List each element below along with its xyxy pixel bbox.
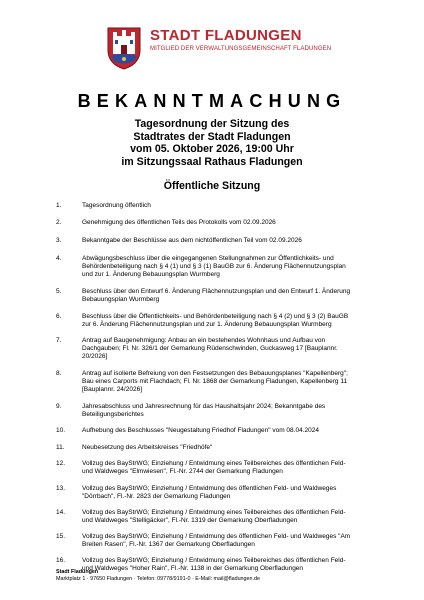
agenda-item-text	[82, 237, 395, 245]
agenda-item-number: 13.	[56, 485, 66, 492]
agenda-item-line: zur 6. Änderung Flächennutzungsplan und zur 1. Änderung Bebauungsplan Wurmberg	[82, 321, 332, 329]
agenda-item-line: Beschluss über den Entwurf 6. Änderung Flächennutzungsplan und den Entwurf 1. Änderung	[82, 288, 351, 295]
agenda-item-text	[82, 370, 395, 394]
agenda-item-number: 2.	[56, 219, 62, 226]
subtitle-line: Tagesordnung der Sitzung des	[134, 118, 290, 130]
agenda-item-line: Genehmigung des öffentlichen Teils des Protokolls vom 02.09.2026	[82, 219, 276, 226]
agenda-item-line: Neubesetzung des Arbeitskreises "Friedhöfe"	[82, 444, 213, 451]
agenda-item-line: Vollzug des BayStrWG; Einziehung / Entwidmung des öffentlichen Feld- und Waldweges "Am	[82, 533, 351, 540]
agenda-item-number: 14.	[56, 509, 66, 516]
agenda-item-number: 11.	[56, 444, 65, 451]
agenda-item-line: Bekanntgabe der Beschlüsse aus dem nichtöffentlichen Teil vom 02.09.2026	[82, 237, 302, 244]
agenda-item-line: Vollzug des BayStrWG; Einziehung / Entwidmung eines Teilbereiches des öffentlichen Feld-	[82, 509, 346, 516]
agenda-item-number: 12.	[56, 460, 66, 467]
subtitle-line: vom 05. Oktober 2026, 19:00 Uhr	[130, 143, 294, 155]
agenda-item-line: Vollzug des BayStrWG; Einziehung / Entwidmung eines Teilbereiches des öffentlichen Feld-	[82, 460, 346, 467]
letterhead-city-name: STADT FLADUNGEN	[150, 27, 302, 44]
letterhead-subline: MITGLIED DER VERWALTUNGSGEMEINSCHAFT FLADUNGEN	[150, 45, 332, 52]
agenda-item-text	[82, 485, 395, 501]
agenda-item-line: Vollzug des BayStrWG; Einziehung / Entwidmung des öffentlichen Feld- und Waldweges	[82, 485, 337, 492]
agenda-item-line: Antrag auf isolierte Befreiung von den Festsetzungen des Bebauungsplanes "Kapellenberg";	[82, 370, 348, 377]
agenda-item-text	[82, 444, 395, 452]
agenda-item-number: 1.	[56, 202, 62, 209]
footer-name: Stadt Fladungen	[56, 569, 99, 575]
agenda-item-line: Breiten Rasen", Fl.-Nr. 1367 der Gemarkung Oberfladungen	[82, 541, 255, 549]
agenda-item-line: Bebauungsplan Wurmberg	[82, 296, 160, 304]
agenda-item-text	[82, 202, 395, 210]
agenda-item-line: Bau eines Carports mit Flachdach; Fl. Nr. 1868 der Gemarkung Fladungen, Kapellenberg 11	[82, 378, 348, 386]
agenda-item-line: Abwägungsbeschluss über die eingegangenen Stellungnahmen zur Öffentlichkeits- und	[82, 255, 334, 262]
agenda-item-line: Tagesordnung öffentlich	[82, 202, 151, 209]
agenda-item-text	[82, 255, 395, 279]
agenda-item-line: Behördenbeteiligung nach § 4 (1) und § 3 (1) BauGB zur 6. Änderung Flächennutzungsplan	[82, 263, 346, 271]
agenda-item-line: Beteiligungsberichtes	[82, 411, 144, 419]
agenda-item-text	[82, 533, 395, 549]
agenda-item-line: und Waldweges "Stelligäcker", Fl.-Nr. 1319 der Gemarkung Oberfladungen	[82, 517, 298, 525]
agenda-item-number: 7.	[56, 337, 62, 344]
agenda-item-text	[82, 288, 395, 304]
agenda-item-text	[82, 313, 395, 329]
agenda-item-text	[82, 403, 395, 419]
agenda-item-number: 15.	[56, 533, 66, 540]
subtitle-line: Stadtrates der Stadt Fladungen	[133, 130, 291, 143]
agenda-item-line: und Waldweges "Elmwiesen", Fl.-Nr. 2744 der Gemarkung Fladungen	[82, 468, 283, 476]
meeting-subtitle	[0, 118, 424, 168]
agenda-item-line: [Bauplannr. 24/2026]	[82, 386, 142, 394]
agenda-item-text	[82, 460, 395, 476]
agenda-item-number: 3.	[56, 237, 62, 244]
agenda-item-number: 16.	[56, 557, 66, 564]
agenda-item-line: 20/2026]	[82, 353, 108, 361]
agenda-item-line: Vollzug des BayStrWG; Einziehung / Entwidmung eines Teilbereiches des öffentlichen Feld-	[82, 557, 346, 564]
footer-address: Marktplatz 1 · 97650 Fladungen · Telefon: 09778/9191-0 · E-Mail: mail@fladungen.de	[56, 575, 261, 582]
agenda-item-text	[82, 509, 395, 525]
subtitle-line: im Sitzungssaal Rathaus Fladungen	[121, 155, 303, 168]
city-crest-icon	[106, 26, 142, 70]
agenda-item-line: und Waldweges "Hoher Rain", Fl.-Nr. 1138 in der Gemarkung Oberfladungen	[82, 565, 304, 573]
agenda-item-number: 10.	[56, 427, 66, 434]
agenda-item-number: 5.	[56, 288, 62, 295]
document-headline: BEKANNTMACHUNG	[77, 91, 347, 111]
agenda-item-text	[82, 427, 395, 435]
agenda-item-line: Jahresabschluss und Jahresrechnung für das Haushaltsjahr 2024; Bekanntgabe des	[82, 403, 326, 410]
agenda-item-number: 6.	[56, 313, 62, 320]
section-title: Öffentliche Sitzung	[163, 180, 261, 192]
agenda-item-number: 4.	[56, 255, 62, 262]
page-footer	[56, 569, 260, 582]
agenda-item-line: "Dörrbach", Fl.-Nr. 2823 der Gemarkung Fladungen	[82, 493, 231, 501]
agenda-item-line: und zur 1. Änderung Bebauungsplan Wurmberg	[82, 271, 220, 279]
agenda-item-number: 9.	[56, 403, 62, 410]
agenda-item-line: Dachgauben; Fl. Nr. 326/1 der Gemarkung Rüdenschwinden, Guckasweg 17 [Bauplannr.	[82, 345, 338, 353]
agenda-item-text	[82, 337, 395, 361]
agenda-item-line: Antrag auf Baugenehmigung: Anbau an ein bestehendes Wohnhaus und Aufbau von	[82, 337, 326, 344]
agenda-item-line: Aufhebung des Beschlusses "Neugestaltung Friedhof Fladungen" vom 08.04.2024	[82, 427, 319, 434]
agenda-item-number: 8.	[56, 370, 62, 377]
agenda-item-line: Beschluss über die Öffentlichkeits- und Behördenbeteiligung nach § 4 (2) und § 3 (2) BauGB	[82, 313, 349, 320]
agenda-item-text	[82, 219, 395, 227]
